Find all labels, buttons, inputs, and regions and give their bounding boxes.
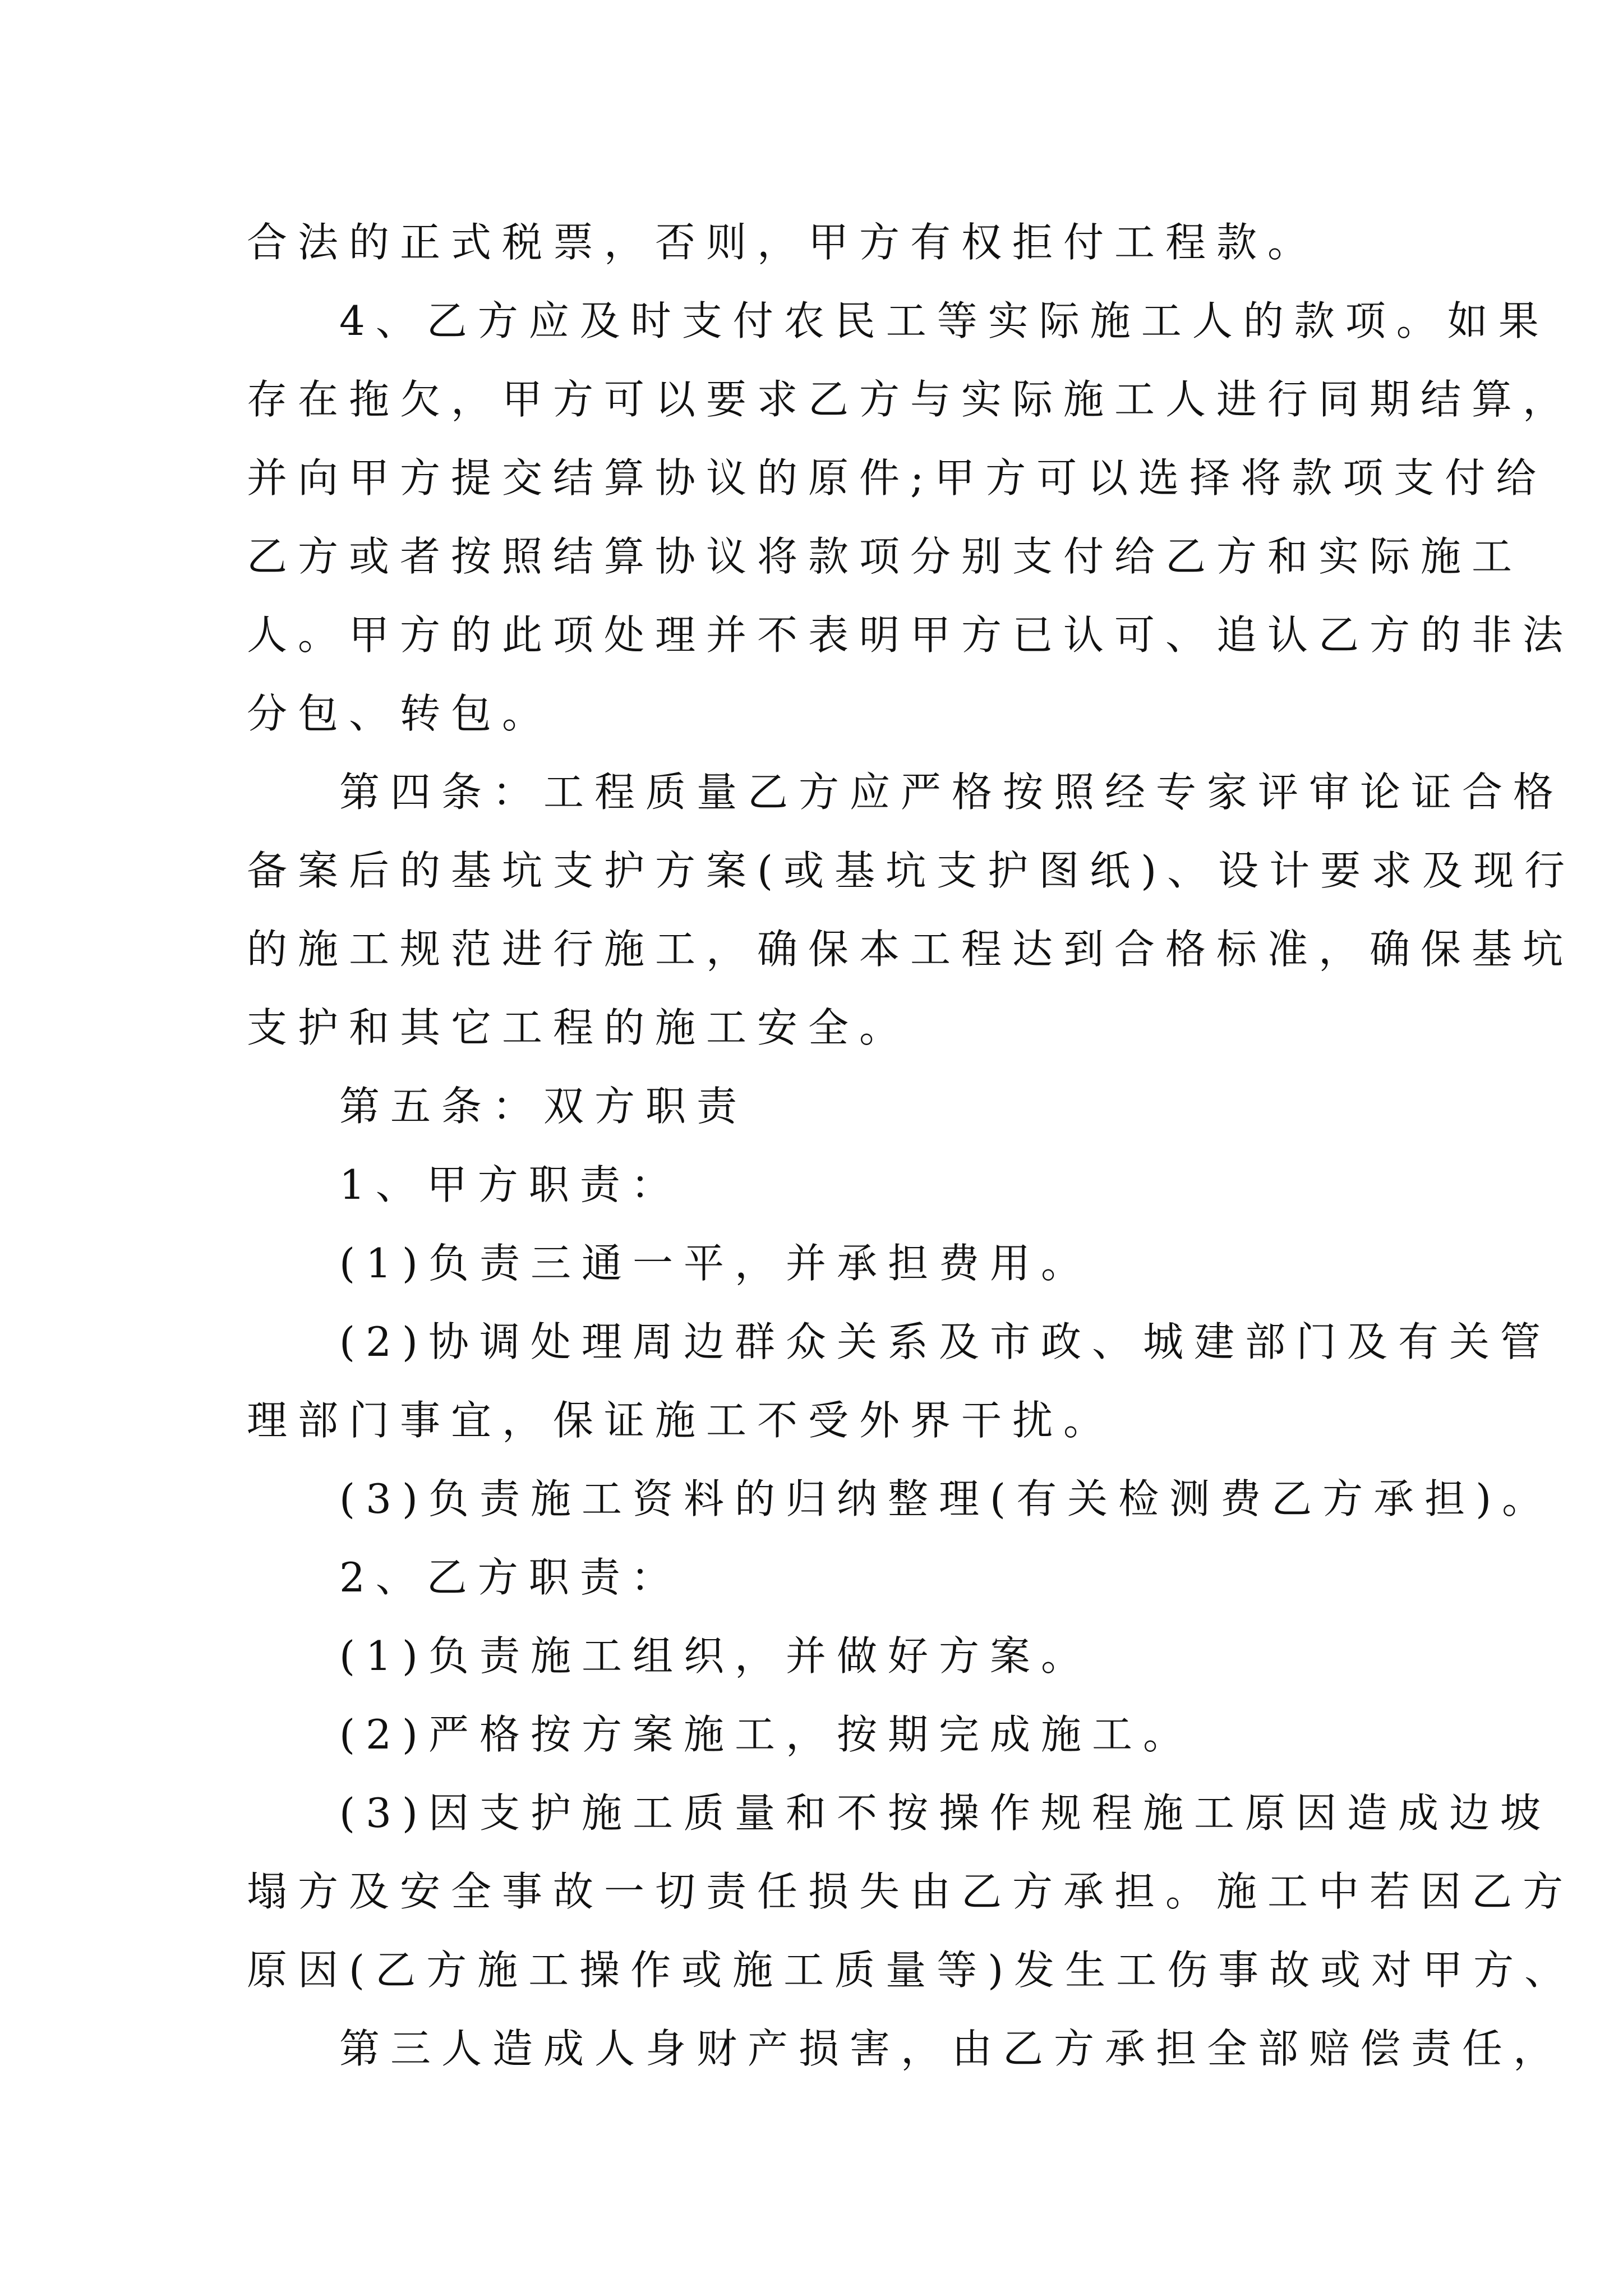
text-line: 第四条：工程质量乙方应严格按照经专家评审论证合格 — [339, 769, 1565, 816]
text-line: (3)负责施工资料的归纳整理(有关检测费乙方承担)。 — [339, 1475, 1553, 1522]
text-line: 人。甲方的此项处理并不表明甲方已认可、追认乙方的非法 — [247, 611, 1574, 659]
text-line: 4、乙方应及时支付农民工等实际施工人的款项。如果 — [339, 297, 1550, 344]
text-line: 的施工规范进行施工，确保本工程达到合格标准，确保基坑 — [247, 926, 1574, 973]
text-line: 备案后的基坑支护方案(或基坑支护图纸)、设计要求及现行 — [247, 847, 1576, 894]
text-line: 存在拖欠，甲方可以要求乙方与实际施工人进行同期结算， — [247, 376, 1574, 423]
text-line: 理部门事宜，保证施工不受外界干扰。 — [247, 1397, 1115, 1444]
text-line: 分包、转包。 — [247, 690, 554, 737]
text-line: (2)严格按方案施工，按期完成施工。 — [339, 1711, 1194, 1758]
text-line: (1)负责施工组织，并做好方案。 — [339, 1632, 1092, 1680]
text-line: 第五条：双方职责 — [339, 1083, 748, 1130]
text-line: 第三人造成人身财产损害，由乙方承担全部赔偿责任， — [339, 2025, 1565, 2072]
text-line: 支护和其它工程的施工安全。 — [247, 1004, 911, 1051]
text-line: 塌方及安全事故一切责任损失由乙方承担。施工中若因乙方 — [247, 1868, 1574, 1915]
text-line: 乙方或者按照结算协议将款项分别支付给乙方和实际施工 — [247, 533, 1523, 580]
text-line: (2)协调处理周边群众关系及市政、城建部门及有关管 — [339, 1318, 1551, 1365]
text-line: 并向甲方提交结算协议的原件;甲方可以选择将款项支付给 — [247, 454, 1547, 501]
text-line: 1、甲方职责： — [339, 1161, 682, 1208]
text-line: 2、乙方职责： — [339, 1554, 682, 1601]
text-line: 合法的正式税票，否则，甲方有权拒付工程款。 — [247, 219, 1319, 266]
text-line: (3)因支护施工质量和不按操作规程施工原因造成边坡 — [339, 1789, 1551, 1837]
text-line: (1)负责三通一平，并承担费用。 — [339, 1240, 1092, 1287]
text-line: 原因(乙方施工操作或施工质量等)发生工伤事故或对甲方、 — [247, 1947, 1576, 1994]
